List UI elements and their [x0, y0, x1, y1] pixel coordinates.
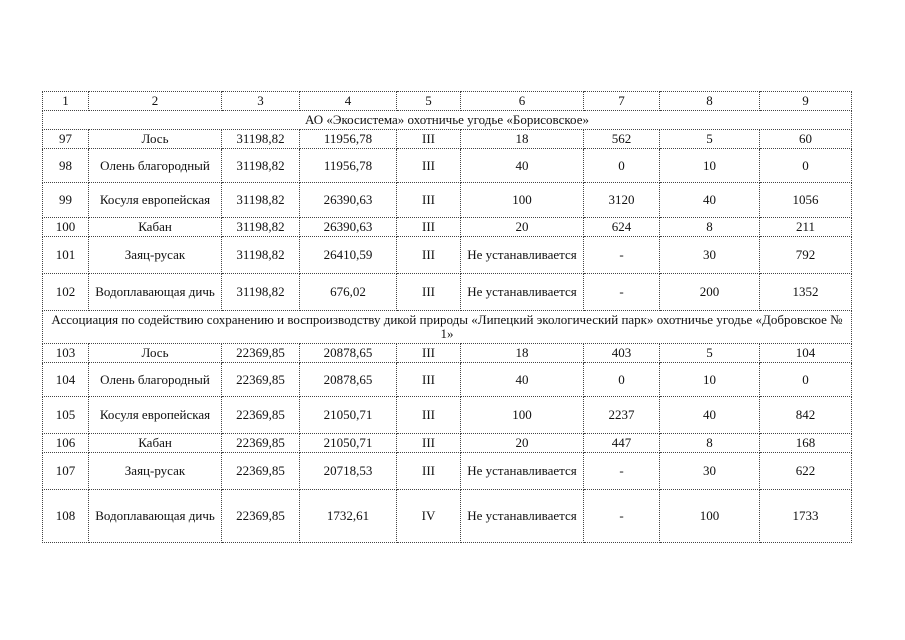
table-cell: Не устанавливается — [461, 237, 584, 274]
table-cell: Не устанавливается — [461, 274, 584, 311]
table-cell: 20 — [461, 434, 584, 453]
table-cell: 1056 — [760, 183, 852, 218]
table-cell: 1733 — [760, 490, 852, 543]
section-2-rows — [43, 344, 852, 543]
table-cell: 18 — [461, 130, 584, 149]
table-cell: Кабан — [89, 434, 222, 453]
table-cell: Косуля европейская — [89, 183, 222, 218]
table-cell: 40 — [660, 397, 760, 434]
table-cell: 562 — [584, 130, 660, 149]
table-row — [43, 183, 852, 218]
table-cell: 792 — [760, 237, 852, 274]
table-cell: 107 — [43, 453, 89, 490]
table-cell: 31198,82 — [222, 218, 300, 237]
table-cell: 106 — [43, 434, 89, 453]
table-cell: Лось — [89, 344, 222, 363]
section-1-rows — [43, 130, 852, 311]
table-cell: 20718,53 — [300, 453, 397, 490]
table-cell: 99 — [43, 183, 89, 218]
table-cell: Не устанавливается — [461, 490, 584, 543]
table-cell: 22369,85 — [222, 397, 300, 434]
column-number: 4 — [300, 92, 397, 111]
table-cell: 676,02 — [300, 274, 397, 311]
table-cell: 2237 — [584, 397, 660, 434]
table-cell: 100 — [43, 218, 89, 237]
table-cell: 22369,85 — [222, 363, 300, 397]
table-cell: 1352 — [760, 274, 852, 311]
table-cell: 0 — [584, 149, 660, 183]
section-title: АО «Экосистема» охотничье угодье «Борисовское» — [43, 111, 852, 130]
table-row — [43, 453, 852, 490]
table-cell: 100 — [461, 397, 584, 434]
table-cell: 5 — [660, 130, 760, 149]
table-cell: 98 — [43, 149, 89, 183]
table-cell: III — [397, 453, 461, 490]
table-row — [43, 434, 852, 453]
table-cell: 104 — [760, 344, 852, 363]
section-title: Ассоциация по содействию сохранению и воспроизводству дикой природы «Липецкий экологический парк» охотничье угодье «Добровское № 1» — [43, 311, 852, 344]
table-cell: 30 — [660, 237, 760, 274]
table-cell: 26390,63 — [300, 183, 397, 218]
table-cell: Олень благородный — [89, 363, 222, 397]
table-row — [43, 218, 852, 237]
table-cell: 10 — [660, 363, 760, 397]
table-cell: Заяц-русак — [89, 237, 222, 274]
table-cell: Водоплавающая дичь — [89, 274, 222, 311]
table-cell: III — [397, 397, 461, 434]
table-cell: 100 — [660, 490, 760, 543]
table-cell: 5 — [660, 344, 760, 363]
table-cell: III — [397, 363, 461, 397]
table-cell: Кабан — [89, 218, 222, 237]
table-cell: 101 — [43, 237, 89, 274]
table-cell: 20878,65 — [300, 344, 397, 363]
table-row — [43, 274, 852, 311]
table-cell: - — [584, 490, 660, 543]
table-cell: 40 — [461, 363, 584, 397]
table-cell: 8 — [660, 434, 760, 453]
table-cell: - — [584, 453, 660, 490]
table-cell: 26390,63 — [300, 218, 397, 237]
table-cell: III — [397, 149, 461, 183]
table-cell: IV — [397, 490, 461, 543]
table-cell: 108 — [43, 490, 89, 543]
table-cell: 18 — [461, 344, 584, 363]
table-row — [43, 130, 852, 149]
column-number-row — [43, 92, 852, 111]
table-cell: 8 — [660, 218, 760, 237]
column-number: 7 — [584, 92, 660, 111]
table-cell: III — [397, 218, 461, 237]
table-cell: Водоплавающая дичь — [89, 490, 222, 543]
table-row — [43, 149, 852, 183]
column-number: 9 — [760, 92, 852, 111]
table-cell: 40 — [461, 149, 584, 183]
table-cell: 102 — [43, 274, 89, 311]
table-cell: 31198,82 — [222, 149, 300, 183]
table-cell: 31198,82 — [222, 130, 300, 149]
table-cell: Лось — [89, 130, 222, 149]
column-number: 3 — [222, 92, 300, 111]
table-cell: 22369,85 — [222, 490, 300, 543]
table-cell: 622 — [760, 453, 852, 490]
column-number: 1 — [43, 92, 89, 111]
table-cell: 21050,71 — [300, 397, 397, 434]
table-cell: III — [397, 274, 461, 311]
table-cell: 104 — [43, 363, 89, 397]
table-cell: III — [397, 237, 461, 274]
table-cell: III — [397, 344, 461, 363]
table-cell: 168 — [760, 434, 852, 453]
table-cell: 22369,85 — [222, 453, 300, 490]
table-cell: 22369,85 — [222, 344, 300, 363]
table-row — [43, 397, 852, 434]
table-cell: 30 — [660, 453, 760, 490]
table-cell: 26410,59 — [300, 237, 397, 274]
table-cell: III — [397, 434, 461, 453]
table-cell: - — [584, 274, 660, 311]
table-cell: 31198,82 — [222, 274, 300, 311]
table-cell: III — [397, 183, 461, 218]
table-cell: 0 — [760, 149, 852, 183]
section-header-row — [43, 111, 852, 130]
table-row — [43, 490, 852, 543]
table-cell: 97 — [43, 130, 89, 149]
table-cell: 10 — [660, 149, 760, 183]
table-cell: 11956,78 — [300, 130, 397, 149]
table-row — [43, 237, 852, 274]
table-cell: 0 — [584, 363, 660, 397]
table-row — [43, 363, 852, 397]
table-cell: 20878,65 — [300, 363, 397, 397]
table-cell: 31198,82 — [222, 237, 300, 274]
table-cell: 40 — [660, 183, 760, 218]
table-cell: 0 — [760, 363, 852, 397]
table-cell: 105 — [43, 397, 89, 434]
table-cell: 447 — [584, 434, 660, 453]
table-cell: 22369,85 — [222, 434, 300, 453]
hunting-quota-table — [42, 91, 852, 543]
table-cell: 100 — [461, 183, 584, 218]
table-cell: 842 — [760, 397, 852, 434]
table-cell: 11956,78 — [300, 149, 397, 183]
column-number: 8 — [660, 92, 760, 111]
table-cell: 60 — [760, 130, 852, 149]
table-row — [43, 344, 852, 363]
table-cell: 1732,61 — [300, 490, 397, 543]
table-cell: 31198,82 — [222, 183, 300, 218]
table-cell: 103 — [43, 344, 89, 363]
table-cell: Олень благородный — [89, 149, 222, 183]
table-cell: Заяц-русак — [89, 453, 222, 490]
table-cell: 200 — [660, 274, 760, 311]
table-cell: 20 — [461, 218, 584, 237]
column-number: 6 — [461, 92, 584, 111]
table-cell: III — [397, 130, 461, 149]
table-cell: Косуля европейская — [89, 397, 222, 434]
table-cell: 21050,71 — [300, 434, 397, 453]
table-cell: 403 — [584, 344, 660, 363]
table-cell: Не устанавливается — [461, 453, 584, 490]
table-cell: 624 — [584, 218, 660, 237]
table-cell: - — [584, 237, 660, 274]
table-cell: 3120 — [584, 183, 660, 218]
section-header-row — [43, 311, 852, 344]
column-number: 5 — [397, 92, 461, 111]
table-cell: 211 — [760, 218, 852, 237]
column-number: 2 — [89, 92, 222, 111]
